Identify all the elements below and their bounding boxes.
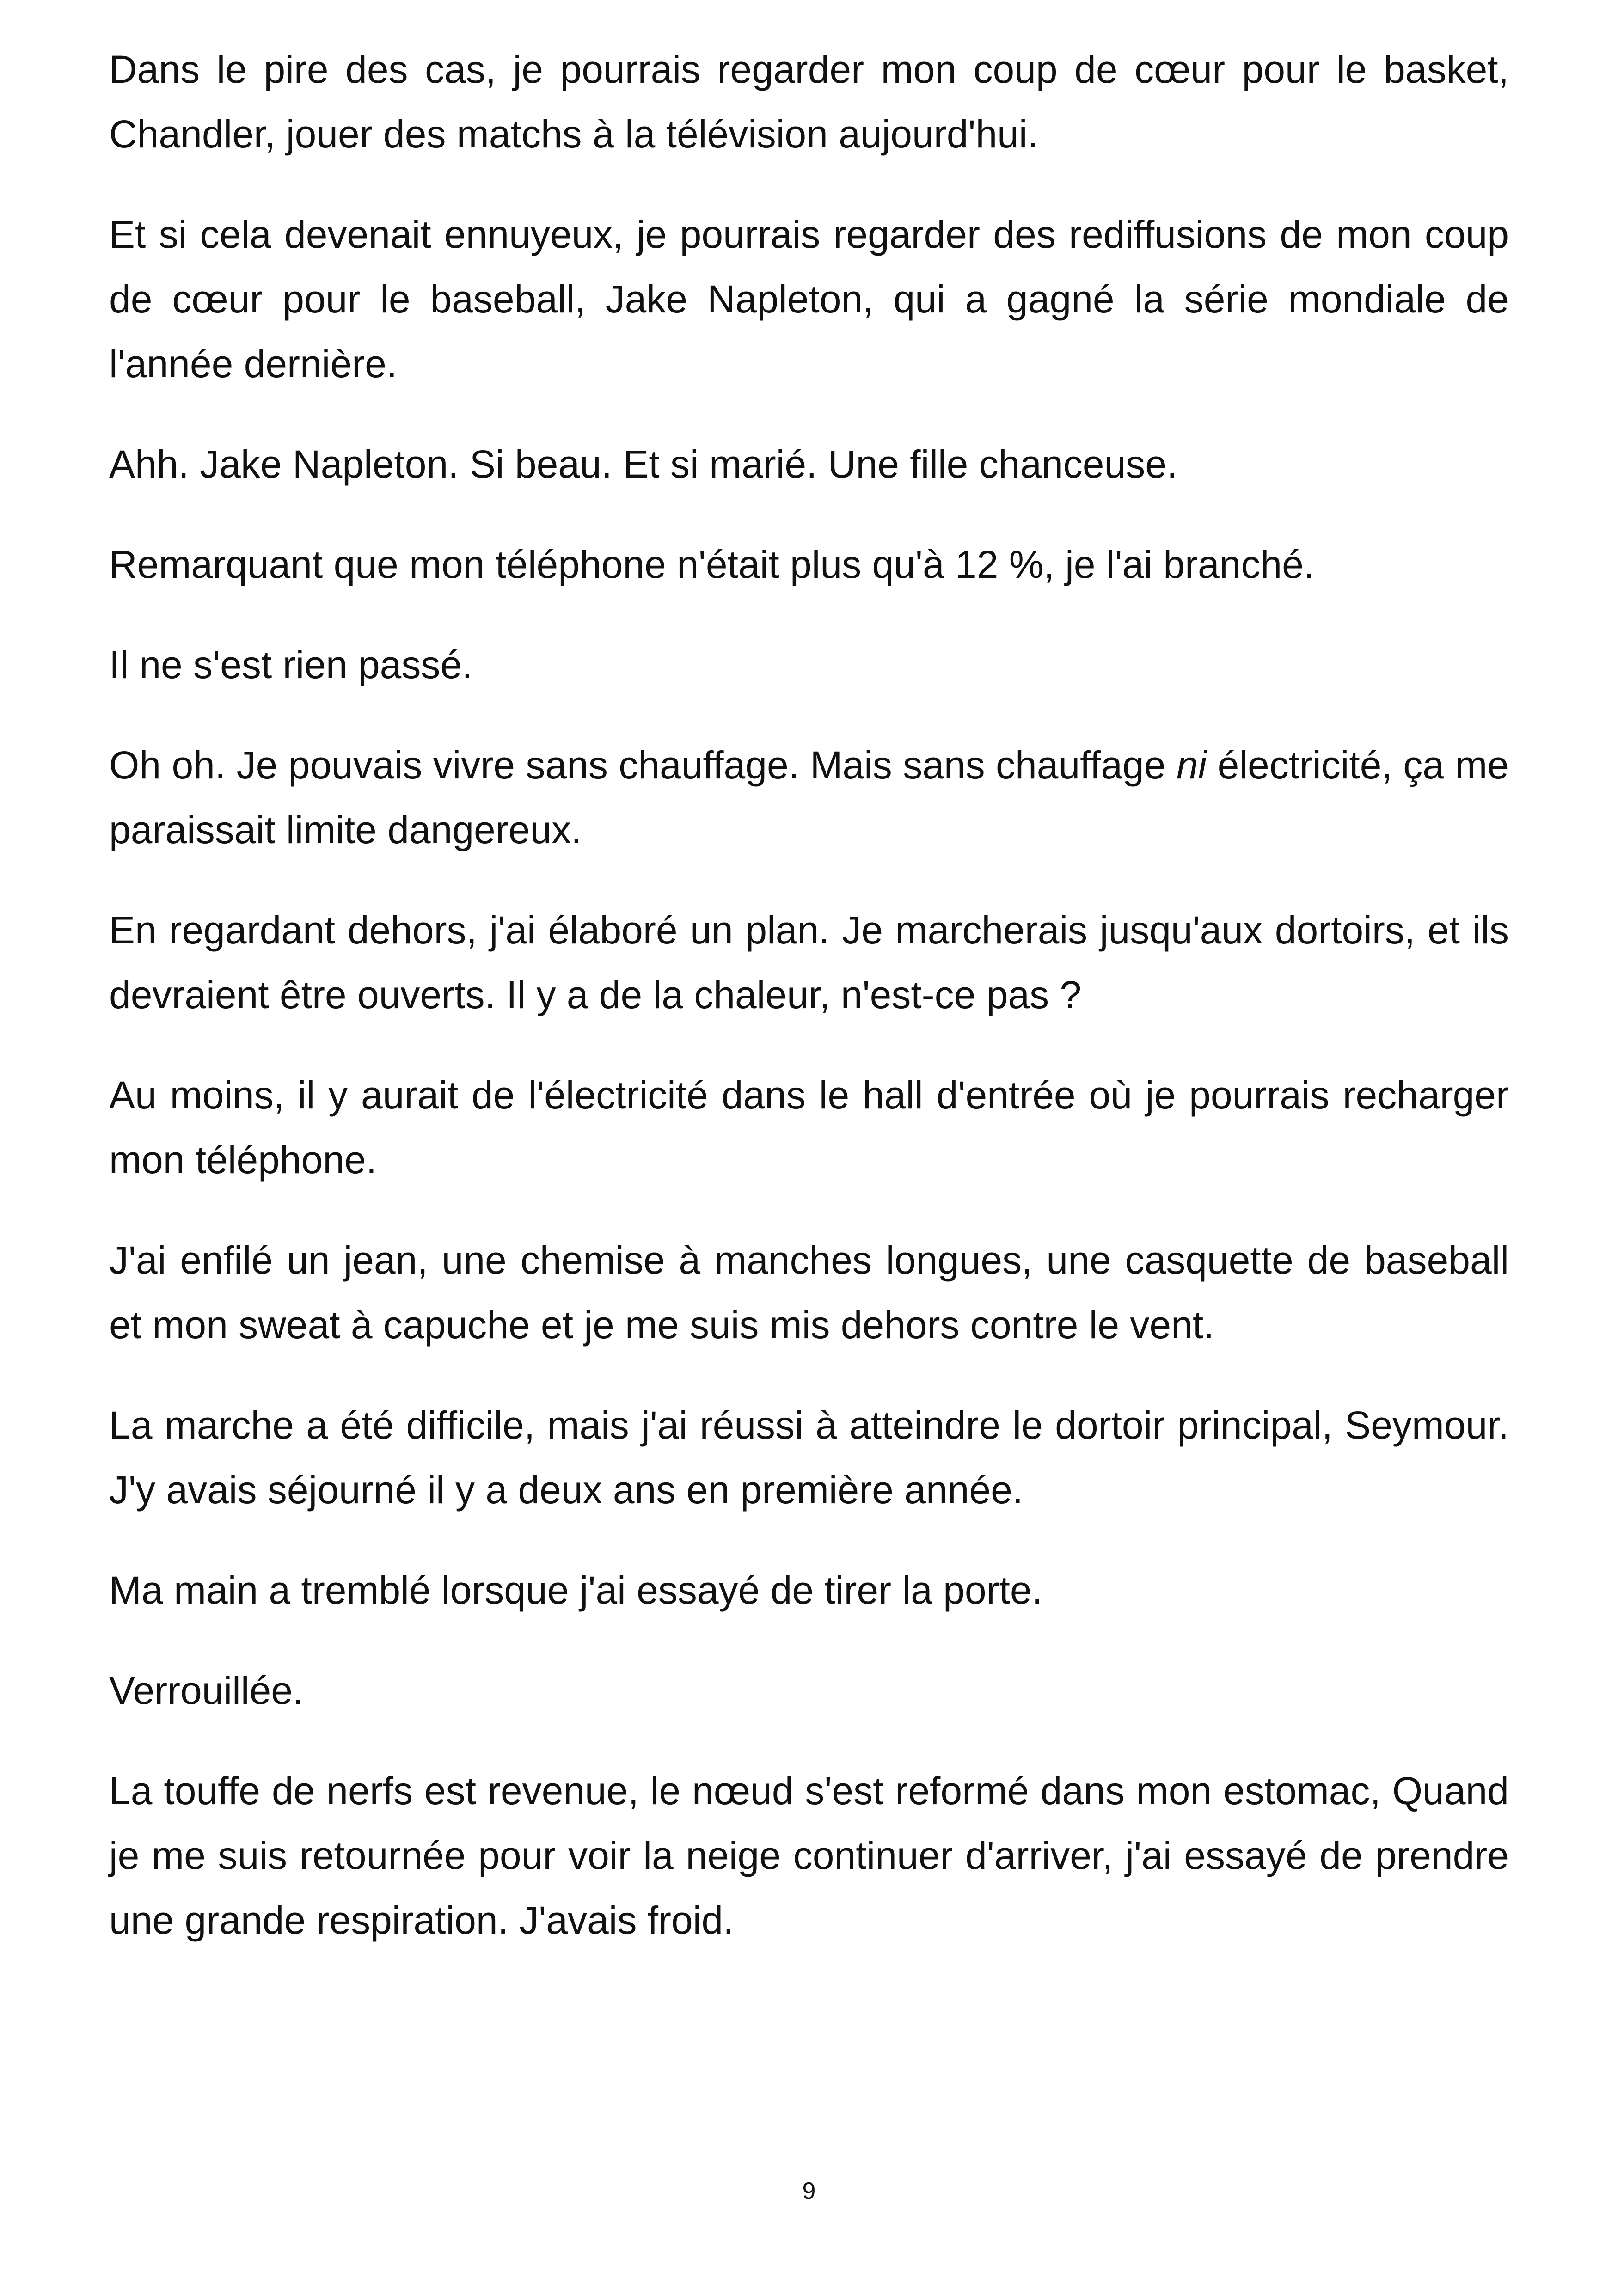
- paragraph-4: Remarquant que mon téléphone n'était plus qu'à 12 %, je l'ai branché.: [109, 543, 1315, 586]
- paragraph-13: La touffe de nerfs est revenue, le nœud s'est reformé dans mon estomac, Quand je me suis retournée pour voir la neige continuer d'arriver, j'ai essayé de prendre une grande respiration. J'avais froid.: [109, 1769, 1509, 1942]
- paragraph-3: Ahh. Jake Napleton. Si beau. Et si marié. Une fille chanceuse.: [109, 442, 1178, 486]
- paragraph-5: Il ne s'est rien passé.: [109, 643, 473, 686]
- paragraph-7: En regardant dehors, j'ai élaboré un plan. Je marcherais jusqu'aux dortoirs, et ils devraient être ouverts. Il y a de la chaleur, n'est-ce pas ?: [109, 908, 1509, 1016]
- paragraph-8: Au moins, il y aurait de l'électricité dans le hall d'entrée où je pourrais recharger mon téléphone.: [109, 1073, 1509, 1182]
- paragraph-10: La marche a été difficile, mais j'ai réussi à atteindre le dortoir principal, Seymour. J'y avais séjourné il y a deux ans en première année.: [109, 1403, 1509, 1512]
- paragraph-9: J'ai enfilé un jean, une chemise à manches longues, une casquette de baseball et mon sweat à capuche et je me suis mis dehors contre le vent.: [109, 1238, 1509, 1347]
- body-text: [109, 37, 1509, 1988]
- paragraph-6-part-1: Oh oh. Je pouvais vivre sans chauffage. Mais sans chauffage: [109, 743, 1177, 787]
- paragraph-12: Verrouillée.: [109, 1669, 304, 1712]
- paragraph-6-part-2: électricité, ça me paraissait limite dangereux.: [109, 743, 1509, 851]
- paragraph-2: Et si cela devenait ennuyeux, je pourrais regarder des rediffusions de mon coup de cœur pour le baseball, Jake Napleton, qui a gagné la série mondiale de l'année dernière.: [109, 213, 1509, 386]
- paragraph-6: [109, 733, 1509, 862]
- paragraph-11: Ma main a tremblé lorsque j'ai essayé de tirer la porte.: [109, 1568, 1042, 1612]
- paragraph-6-emphasis: ni: [1176, 743, 1207, 787]
- page-number: 9: [802, 2178, 816, 2204]
- paragraph-1: Dans le pire des cas, je pourrais regarder mon coup de cœur pour le basket, Chandler, jouer des matchs à la télévision aujourd'hui.: [109, 48, 1509, 156]
